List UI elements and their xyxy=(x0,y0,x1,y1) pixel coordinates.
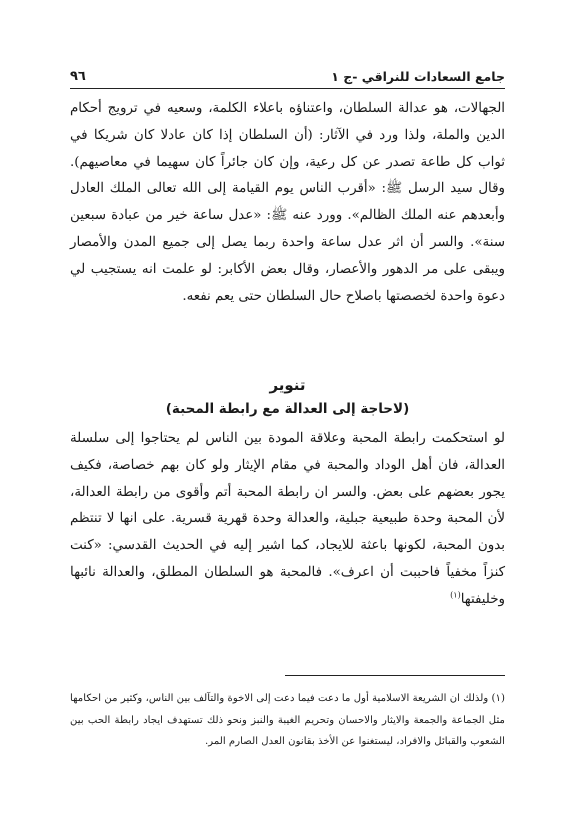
footnote-reference: (١) xyxy=(450,590,461,600)
footnote xyxy=(70,688,505,753)
paragraph-1 xyxy=(70,96,505,310)
footnote-text: (١) ولذلك ان الشريعة الاسلامية أول ما دعت فيما دعت إلى الاخوة والتآلف بين الناس، وكثير من احكامها مثل الجماعة والجمعة والايثار والاحسان وتحريم الغيبة والنبز ونحو ذلك تستهدف ايجاد رابطة الحب بين الشعوب والقبائل والافراد، ليستغنوا عن الأخذ بقانون العدل الصارم المر. xyxy=(70,693,505,747)
header-divider xyxy=(70,88,505,89)
paragraph-2-container xyxy=(70,426,505,614)
paragraph-2-text: لو استحكمت رابطة المحبة وعلاقة المودة بين الناس لم يحتاجوا إلى سلسلة العدالة، فان أهل الوداد والمحبة في مقام الإيثار ولو كان بهم خصاصة، فكيف يجور بعضهم على بعض. والسر ان رابطة المحبة أتم وأقوى من رابطة العدالة، لأن المحبة وحدة طبيعية جبلية، والعدالة وحدة قهرية قسرية. على انها لا تنتظم بدون المحبة، لكونها باعثة للايجاد، كما اشير إليه في الحديث القدسي: «كنت كنزاً مخفياً فاحببت أن اعرف». فالمحبة هو السلطان المطلق، والعدالة نائبها وخليفتها xyxy=(70,431,505,607)
section-subtitle: (لاحاجة إلى العدالة مع رابطة المحبة) xyxy=(165,401,410,417)
header-title: جامع السعادات للنراقي -ج ١ xyxy=(331,69,505,84)
section-title: تنوير xyxy=(269,376,306,394)
page-number: ٩٦ xyxy=(70,69,86,84)
running-header xyxy=(70,62,505,84)
paragraph-1-text: الجهالات، هو عدالة السلطان، واعتناؤه باعلاء الكلمة، وسعيه في ترويج أحكام الدين والملة، ولذا ورد في الآثار: (أن السلطان إذا كان عادلا كان شريكا في ثواب كل طاعة تصدر عن كل رعية، وإن كان جائراً كان سهيما في معاصيهم). وقال سيد الرسل ﷺ: «أقرب الناس يوم القيامة إلى الله تعالى الملك العادل وأبعدهم عنه الملك الظالم». وورد عنه ﷺ: «عدل ساعة خير من عبادة سبعين سنة». والسر أن اثر عدل ساعة واحدة ربما يصل إلى جميع المدن والأمصار ويبقى على مر الدهور والأعصار، وقال بعض الأكابر: لو علمت انه يستجيب لي دعوة واحدة لخصصتها باصلاح حال السلطان حتى يعم نفعه. xyxy=(70,101,505,304)
footnote-divider xyxy=(285,675,505,676)
paragraph-2 xyxy=(70,426,505,614)
